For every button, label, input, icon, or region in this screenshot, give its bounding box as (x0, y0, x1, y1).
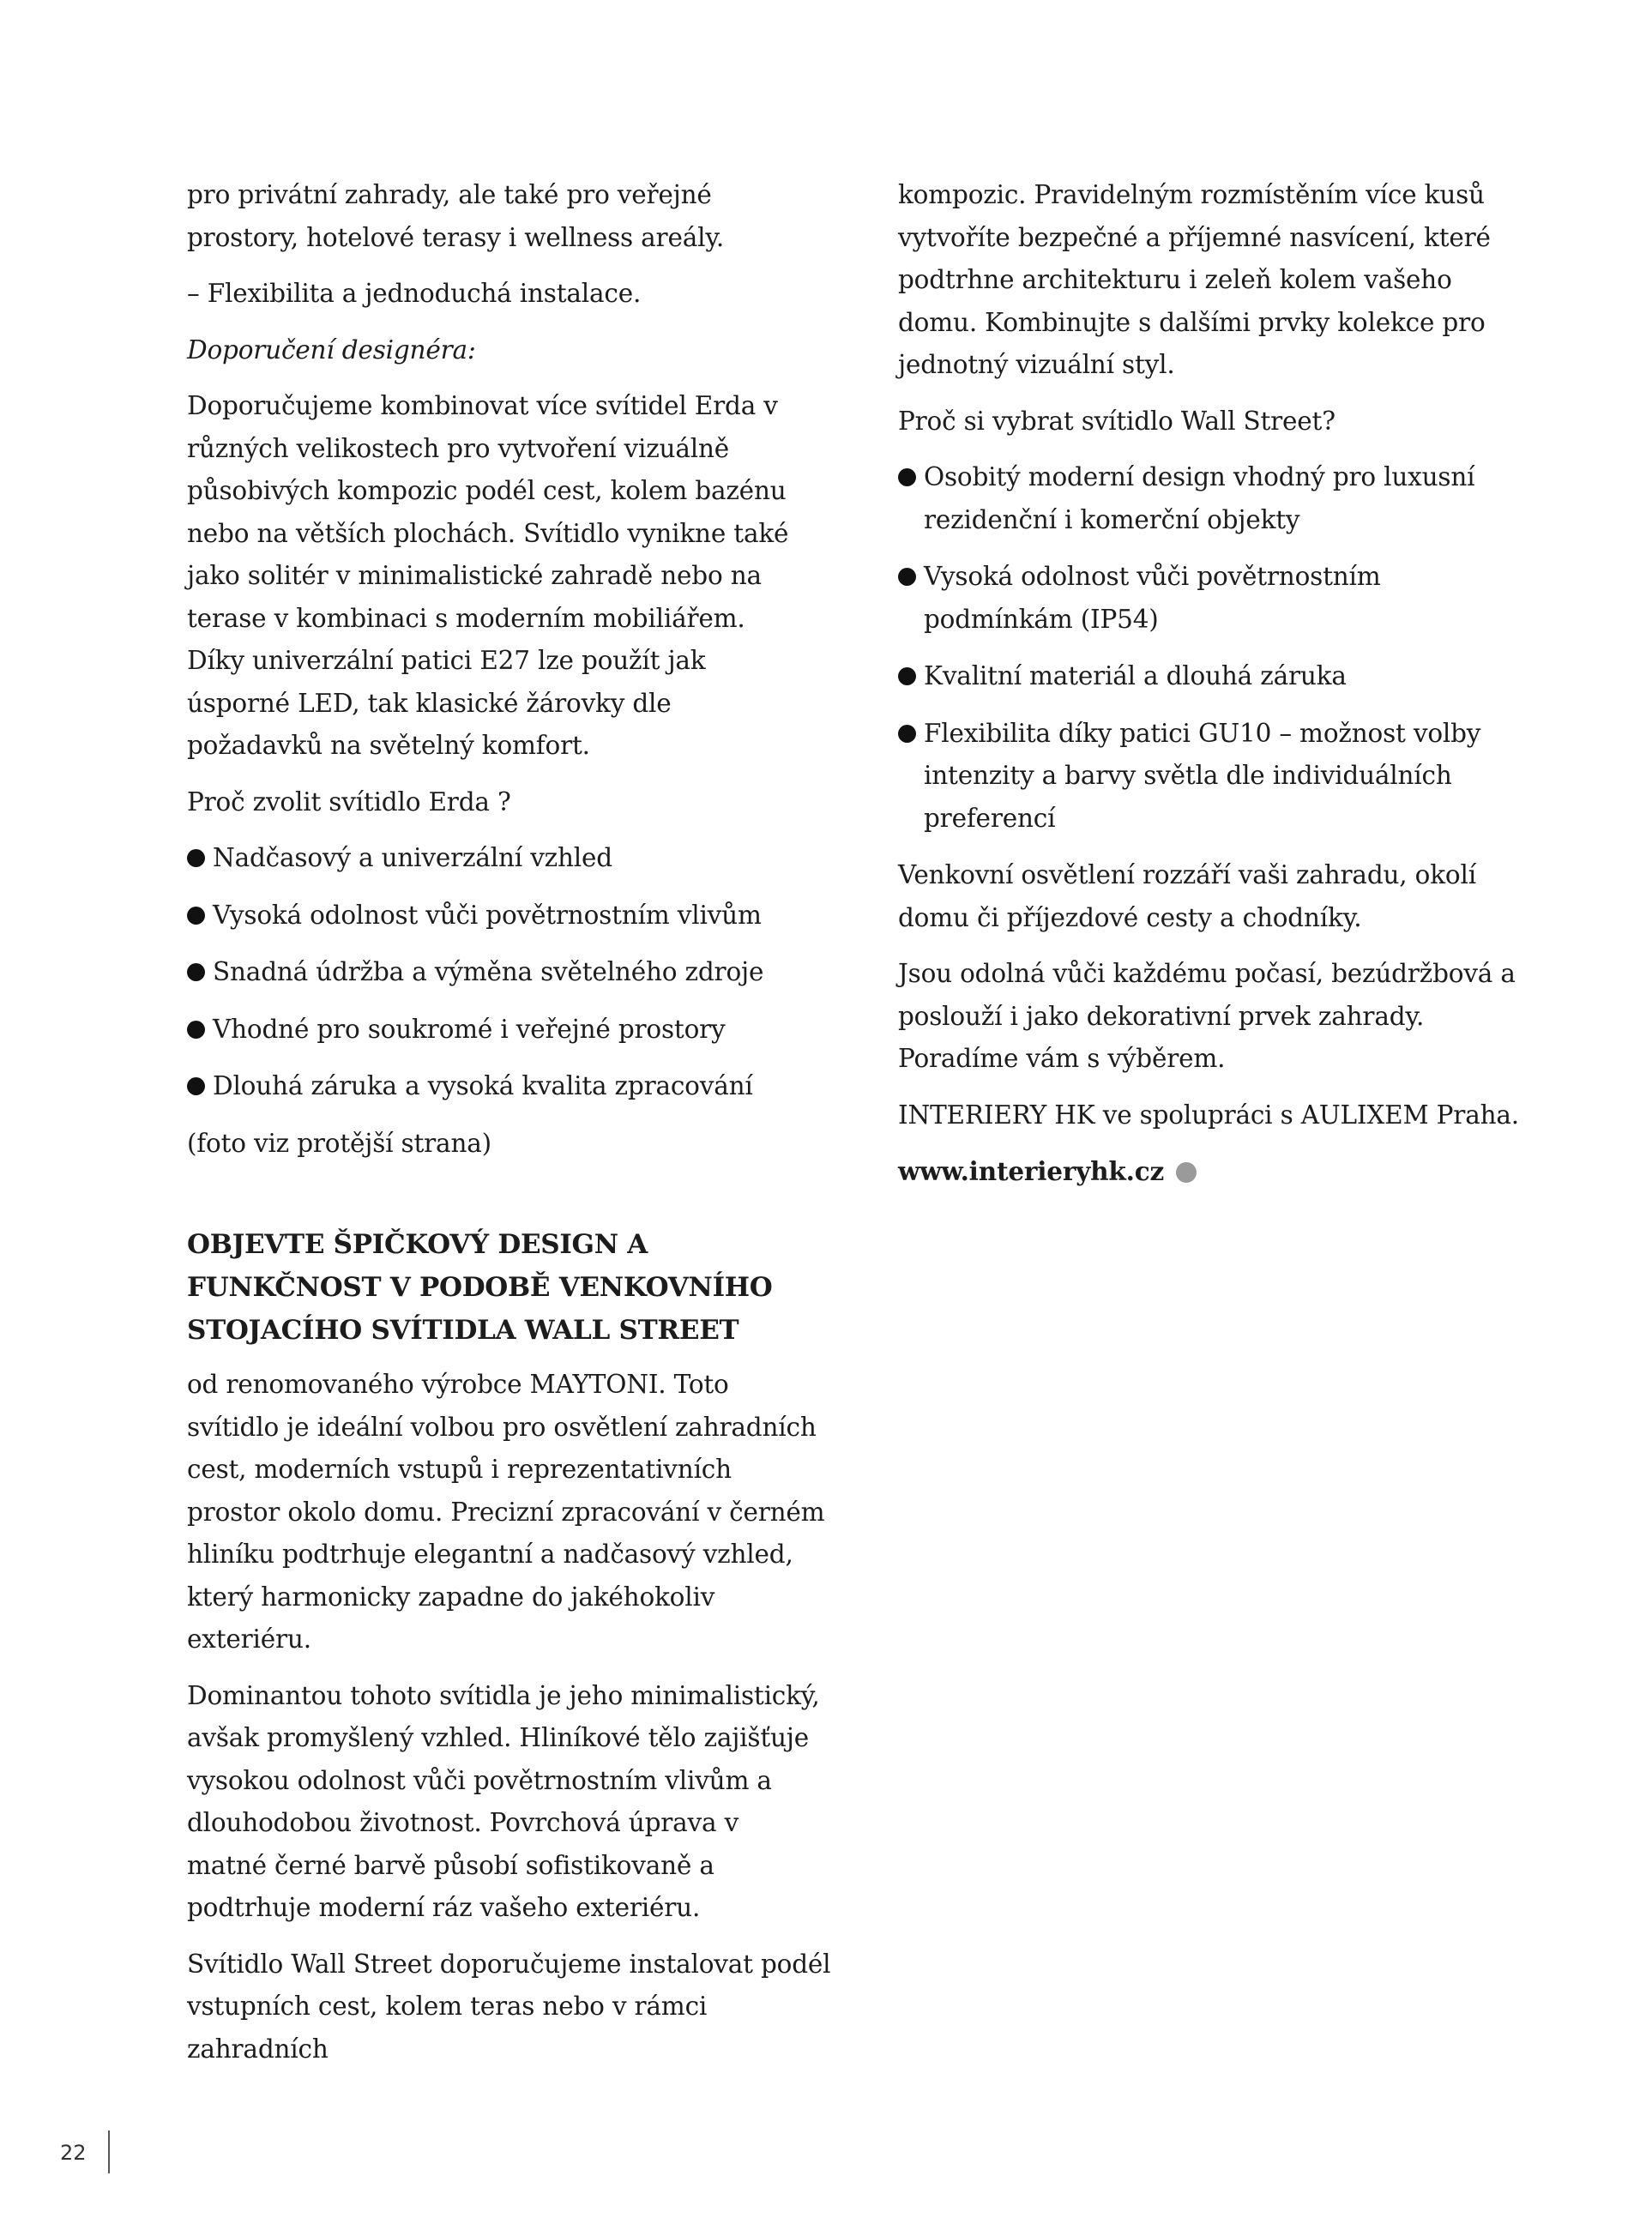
website-line (898, 1150, 1550, 1194)
wall-street-section (187, 1223, 839, 2070)
bullet-icon (898, 568, 916, 586)
page-number: 22 (60, 2141, 87, 2165)
website-link[interactable]: www.interieryhk.cz (898, 1156, 1165, 1186)
bullet-icon (187, 849, 205, 867)
bullet-icon (187, 1077, 205, 1095)
section-paragraph: Svítidlo Wall Street doporučujeme instalovat podél vstupních cest, kolem teras nebo v rámci zahradních (187, 1949, 831, 2064)
wallstreet-bullet-list (898, 456, 1533, 840)
why-wallstreet-heading: Proč si vybrat svítidlo Wall Street? (898, 406, 1335, 436)
bullet-icon (898, 667, 916, 685)
intro-paragraph: pro privátní zahrady, ale také pro veřejné prostory, hotelové terasy i wellness areály. (187, 180, 725, 252)
bullet-icon (898, 468, 916, 486)
section-paragraph: Dominantou tohoto svítidla je jeho minimalistický, avšak promyšlený vzhled. Hliníkové tělo zajišťuje vysokou odolnost vůči povětrnostním vlivům a dlouhodobou životnost. Povrchová úprava v matné černé barvě působí sofistikovaně a podtrhuje moderní ráz vašeho exteriéru. (187, 1680, 820, 1922)
list-item: Nadčasový a univerzální vzhled (187, 837, 839, 880)
list-item: Vysoká odolnost vůči povětrnostním podmínkám (IP54) (898, 556, 1533, 641)
designer-text: Doporučujeme kombinovat více svítidel Erda v různých velikostech pro vytvoření vizuálně působivých kompozic podél cest, kolem bazénu nebo na větších plochách. Svítidlo vynikne také jako solitér v minimalistické zahradě nebo na terase v kombinaci s moderním mobiliářem. Díky univerzální patici E27 lze použít jak úsporné LED, tak klasické žárovky dle požadavků na světelný komfort. (187, 391, 789, 760)
list-item: Osobitý moderní design vhodný pro luxusní rezidenční i komerční objekty (898, 456, 1533, 541)
bullet-icon (898, 725, 916, 743)
right-column (898, 174, 1550, 1208)
section-heading: OBJEVTE ŠPIČKOVÝ DESIGN A FUNKČNOST V PODOBĚ VENKOVNÍHO STOJACÍHO SVÍTIDLA WALL STREET (187, 1229, 773, 1346)
why-erda-heading: Proč zvolit svítidlo Erda ? (187, 787, 511, 817)
footer-divider (108, 2131, 110, 2173)
bullet-icon (187, 1021, 205, 1039)
closing-paragraph: Jsou odolná vůči každému počasí, bezúdržbová a poslouží i jako dekorativní prvek zahrady. Poradíme vám s výběrem. (898, 959, 1516, 1073)
list-item: Dlouhá záruka a vysoká kvalita zpracování (187, 1065, 839, 1108)
list-item: Vhodné pro soukromé i veřejné prostory (187, 1009, 839, 1052)
continuation-paragraph: kompozic. Pravidelným rozmístěním více kusů vytvoříte bezpečné a příjemné nasvícení, které podtrhne architekturu i zeleň kolem vašeho domu. Kombinujte s dalšími prvky kolekce pro jednotný vizuální styl. (898, 180, 1491, 379)
bullet-icon (187, 907, 205, 925)
closing-paragraph: Venkovní osvětlení rozzáří vaši zahradu, okolí domu či příjezdové cesty a chodníky. (898, 860, 1476, 932)
erda-bullet-list (187, 837, 839, 1108)
list-item: Kvalitní materiál a dlouhá záruka (898, 655, 1533, 698)
closing-paragraph: INTERIERY HK ve spolupráci s AULIXEM Praha. (898, 1100, 1519, 1130)
flexibility-line: – Flexibilita a jednoduchá instalace. (187, 279, 642, 308)
left-column (187, 174, 839, 2084)
section-paragraph: od renomovaného výrobce MAYTONI. Toto svítidlo je ideální volbou pro osvětlení zahradních cest, moderních vstupů i reprezentativních prostor okolo domu. Precizní zpracování v černém hliníku podtrhuje elegantní a nadčasový vzhled, který harmonicky zapadne do jakéhokoliv exteriéru. (187, 1370, 825, 1654)
designer-heading: Doporučení designéra: (187, 334, 476, 365)
dot-icon (1176, 1162, 1197, 1183)
list-item: Vysoká odolnost vůči povětrnostním vlivům (187, 895, 839, 937)
bullet-icon (187, 963, 205, 981)
list-item: Snadná údržba a výměna světelného zdroje (187, 951, 839, 994)
list-item: Flexibilita díky patici GU10 – možnost volby intenzity a barvy světla dle individuálních preferencí (898, 713, 1533, 841)
photo-note: (foto viz protější strana) (187, 1128, 491, 1158)
